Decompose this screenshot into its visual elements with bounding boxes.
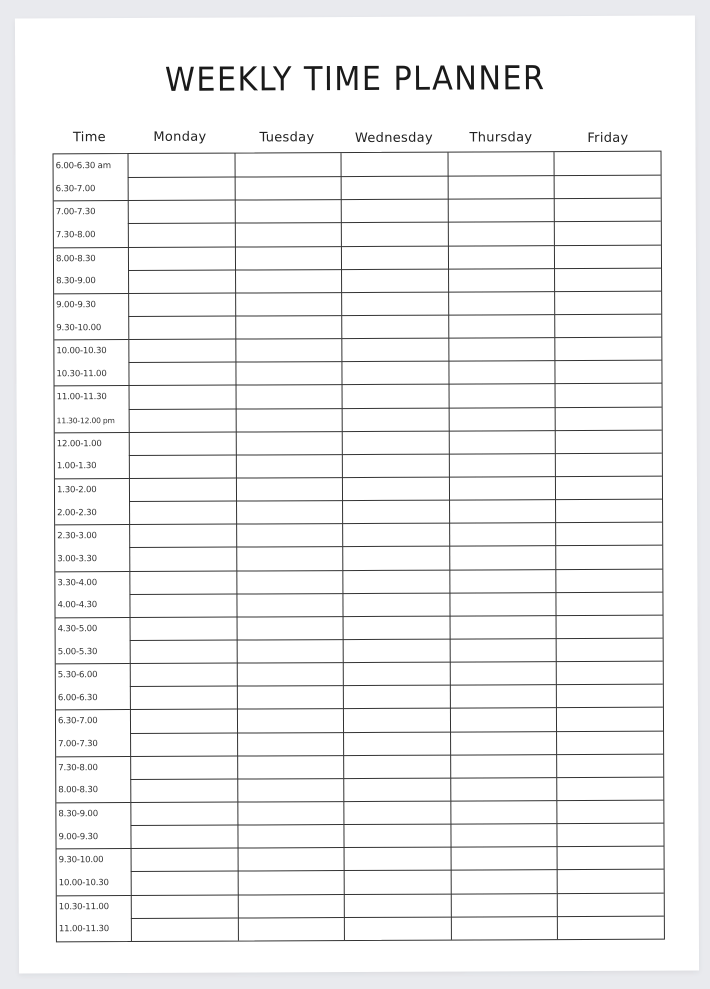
slot-cell-thursday[interactable] [449,453,556,477]
slot-cell-wednesday[interactable] [342,430,449,454]
slot-cell-monday[interactable] [130,709,237,733]
slot-cell-monday[interactable] [129,454,236,478]
slot-cell-monday[interactable] [129,524,236,548]
slot-cell-friday[interactable] [555,452,662,476]
slot-cell-monday[interactable] [129,547,236,571]
slot-cell-tuesday[interactable] [237,755,344,779]
table-row [56,776,663,802]
time-slot-label: 7.00-7.30 [58,739,98,750]
table-row [57,869,664,895]
slot-cell-tuesday[interactable] [234,199,341,223]
table-row [56,753,663,779]
slot-cell-friday[interactable] [555,314,662,338]
table-row [55,476,662,502]
column-header-tuesday: Tuesday [259,130,315,146]
table-row [55,383,662,409]
slot-cell-tuesday[interactable] [235,315,342,339]
slot-cell-friday[interactable] [554,198,661,222]
slot-cell-monday[interactable] [129,385,236,409]
slot-cell-friday[interactable] [555,429,662,453]
table-row [55,545,662,571]
slot-cell-thursday[interactable] [449,476,556,500]
slot-cell-thursday[interactable] [450,823,557,847]
slot-cell-friday[interactable] [555,476,662,500]
slot-cell-monday[interactable] [131,871,238,895]
slot-cell-thursday[interactable] [450,777,557,801]
slot-cell-monday[interactable] [128,246,235,270]
table-row [56,800,663,826]
slot-cell-friday[interactable] [557,869,664,893]
slot-cell-tuesday[interactable] [237,894,344,918]
slot-cell-tuesday[interactable] [236,639,343,663]
slot-cell-friday[interactable] [556,730,663,754]
slot-cell-wednesday[interactable] [341,199,448,223]
slot-cell-tuesday[interactable] [235,269,342,293]
slot-cell-wednesday[interactable] [344,824,451,848]
slot-cell-wednesday[interactable] [341,176,448,200]
planner-page [15,16,699,974]
slot-cell-friday[interactable] [555,360,662,384]
slot-cell-monday[interactable] [129,501,236,525]
slot-cell-friday[interactable] [557,823,664,847]
slot-cell-wednesday[interactable] [341,222,448,246]
column-header-friday: Friday [587,130,629,146]
table-row [54,314,661,340]
slot-cell-monday[interactable] [128,177,235,201]
slot-cell-monday[interactable] [128,269,235,293]
slot-cell-thursday[interactable] [450,800,557,824]
time-slot-label: 3.30-4.00 [55,571,129,594]
slot-cell-monday[interactable] [129,408,236,432]
slot-cell-tuesday[interactable] [235,338,342,362]
slot-cell-tuesday[interactable] [234,222,341,246]
slot-cell-thursday[interactable] [448,407,555,431]
slot-cell-monday[interactable] [128,200,235,224]
slot-cell-wednesday[interactable] [343,685,450,709]
slot-cell-thursday[interactable] [447,175,554,199]
slot-cell-thursday[interactable] [448,384,555,408]
slot-cell-monday[interactable] [130,732,237,756]
slot-cell-wednesday[interactable] [343,708,450,732]
slot-cell-wednesday[interactable] [343,754,450,778]
page-title: WEEKLY TIME PLANNER [164,58,546,99]
time-slot-label: 5.00-5.30 [57,646,98,657]
slot-cell-tuesday[interactable] [237,801,344,825]
slot-cell-friday[interactable] [557,776,664,800]
table-row [57,846,664,872]
table-row [56,614,663,640]
table-row [56,684,663,710]
time-slot-label: 8.30-9.00 [56,276,96,287]
time-slot-label: 6.30-7.00 [55,183,96,195]
slot-cell-thursday[interactable] [450,684,557,708]
slot-cell-friday[interactable] [554,291,661,315]
slot-cell-friday[interactable] [555,522,662,546]
time-slot-label: 9.00-9.30 [54,293,128,316]
slot-cell-tuesday[interactable] [237,824,344,848]
slot-cell-friday[interactable] [556,638,663,662]
slot-cell-friday[interactable] [554,267,661,291]
slot-cell-wednesday[interactable] [343,592,450,616]
slot-cell-monday[interactable] [130,616,237,640]
time-slot-label: 12.00-1.00 [55,432,129,455]
slot-cell-thursday[interactable] [449,499,556,523]
slot-cell-wednesday[interactable] [342,453,449,477]
slot-cell-wednesday[interactable] [342,477,449,501]
slot-cell-wednesday[interactable] [341,291,448,315]
slot-cell-friday[interactable] [556,591,663,615]
slot-cell-monday[interactable] [129,570,236,594]
slot-cell-wednesday[interactable] [341,245,448,269]
slot-cell-thursday[interactable] [449,430,556,454]
slot-cell-thursday[interactable] [448,245,555,269]
time-slot-label: 7.00-7.30 [54,200,128,223]
slot-cell-thursday[interactable] [450,708,557,732]
slot-cell-wednesday[interactable] [343,615,450,639]
table-row [54,152,661,178]
time-slot-label: 9.30-10.00 [57,848,131,871]
slot-cell-friday[interactable] [556,545,663,569]
slot-cell-tuesday[interactable] [234,153,341,177]
slot-cell-tuesday[interactable] [235,361,342,385]
slot-cell-friday[interactable] [557,892,664,916]
slot-cell-friday[interactable] [556,707,663,731]
slot-cell-friday[interactable] [555,383,662,407]
slot-cell-wednesday[interactable] [343,662,450,686]
time-slot-label: 4.30-5.00 [56,617,130,640]
slot-cell-wednesday[interactable] [343,639,450,663]
slot-cell-monday[interactable] [131,894,238,918]
slot-cell-monday[interactable] [129,431,236,455]
table-row [56,707,663,733]
table-row [54,221,661,247]
table-row [55,499,662,525]
slot-cell-thursday[interactable] [447,152,554,176]
time-slot-label: 5.30-6.00 [56,663,130,686]
slot-cell-friday[interactable] [556,684,663,708]
slot-cell-friday[interactable] [556,661,663,685]
slot-cell-wednesday[interactable] [344,847,451,871]
slot-cell-monday[interactable] [130,639,237,663]
slot-cell-thursday[interactable] [448,360,555,384]
time-slot-label: 1.30-2.00 [55,478,129,501]
slot-cell-monday[interactable] [129,593,236,617]
table-row [54,175,661,201]
time-slot-label: 9.30-10.00 [56,322,102,333]
time-slot-label: 11.00-11.30 [55,385,129,408]
slot-cell-wednesday[interactable] [342,361,449,385]
slot-cell-wednesday[interactable] [342,384,449,408]
slot-cell-thursday[interactable] [450,661,557,685]
slot-cell-monday[interactable] [128,292,235,316]
time-slot-label: 11.00-11.30 [58,924,110,935]
slot-cell-friday[interactable] [557,915,664,939]
table-row [55,522,662,548]
table-row [56,823,663,849]
time-slot-label: 1.00-1.30 [56,461,97,472]
slot-cell-monday[interactable] [130,801,237,825]
slot-cell-tuesday[interactable] [236,500,343,524]
slot-cell-monday[interactable] [129,477,236,501]
slot-cell-friday[interactable] [554,152,661,176]
table-row [56,638,663,664]
slot-cell-monday[interactable] [130,755,237,779]
table-row [55,591,662,617]
slot-cell-tuesday[interactable] [235,454,342,478]
table-row [54,291,661,317]
time-slot-label: 8.00-8.30 [54,247,128,270]
slot-cell-wednesday[interactable] [343,569,450,593]
slot-cell-wednesday[interactable] [344,801,451,825]
slot-cell-wednesday[interactable] [343,731,450,755]
slot-cell-wednesday[interactable] [344,870,451,894]
slot-cell-tuesday[interactable] [236,477,343,501]
time-slot-label: 6.00-6.30 [57,692,98,704]
slot-cell-friday[interactable] [554,244,661,268]
slot-cell-wednesday[interactable] [342,407,449,431]
time-slot-label: 3.00-3.30 [57,554,97,565]
table-row [55,406,662,432]
slot-cell-thursday[interactable] [449,522,556,546]
slot-cell-monday[interactable] [131,848,238,872]
slot-cell-tuesday[interactable] [235,246,342,270]
slot-cell-tuesday[interactable] [236,685,343,709]
slot-cell-tuesday[interactable] [237,870,344,894]
slot-cell-wednesday[interactable] [344,893,451,917]
slot-cell-thursday[interactable] [448,291,555,315]
time-slot-label: 7.30-8.00 [55,230,96,241]
slot-cell-thursday[interactable] [447,198,554,222]
slot-cell-thursday[interactable] [449,615,556,639]
slot-cell-tuesday[interactable] [235,408,342,432]
time-slot-label: 2.30-3.00 [55,524,129,547]
slot-cell-monday[interactable] [128,339,235,363]
slot-cell-wednesday[interactable] [344,916,451,940]
slot-cell-thursday[interactable] [448,222,555,246]
time-slot-label: 4.00-4.30 [57,600,98,611]
slot-cell-monday[interactable] [130,663,237,687]
time-slot-label: 10.30-11.00 [57,894,131,917]
slot-cell-monday[interactable] [128,362,235,386]
column-header-monday: Monday [153,129,207,145]
slot-cell-tuesday[interactable] [236,662,343,686]
slot-cell-wednesday[interactable] [342,500,449,524]
slot-cell-monday[interactable] [130,778,237,802]
table-row [54,360,661,386]
slot-cell-tuesday[interactable] [237,917,344,941]
table-row [57,915,664,941]
slot-cell-tuesday[interactable] [236,523,343,547]
slot-cell-tuesday[interactable] [236,546,343,570]
slot-cell-friday[interactable] [554,175,661,199]
slot-cell-friday[interactable] [557,800,664,824]
table-row [56,730,663,756]
slot-cell-thursday[interactable] [451,893,558,917]
table-row [55,568,662,594]
slot-cell-friday[interactable] [556,614,663,638]
slot-cell-tuesday[interactable] [237,708,344,732]
slot-cell-tuesday[interactable] [236,570,343,594]
slot-cell-wednesday[interactable] [341,268,448,292]
slot-cell-thursday[interactable] [448,314,555,338]
slot-cell-wednesday[interactable] [342,338,449,362]
slot-cell-wednesday[interactable] [343,777,450,801]
slot-cell-thursday[interactable] [448,337,555,361]
time-slot-label: 9.00-9.30 [58,831,99,842]
table-row [55,429,662,455]
column-headers [52,128,661,151]
time-slot-label: 10.00-10.30 [54,339,128,362]
time-slot-label: 8.30-9.00 [56,802,130,825]
time-slot-label: 6.00-6.30 am [55,160,111,171]
slot-cell-wednesday[interactable] [341,153,448,177]
slot-cell-thursday[interactable] [449,638,556,662]
slot-cell-tuesday[interactable] [236,593,343,617]
slot-cell-tuesday[interactable] [235,384,342,408]
slot-cell-thursday[interactable] [450,846,557,870]
slot-cell-monday[interactable] [131,917,238,941]
table-row [57,892,664,918]
table-row [55,452,662,478]
time-slot-label: 2.00-2.30 [57,507,97,518]
slot-cell-thursday[interactable] [449,569,556,593]
table-row [56,661,663,687]
time-slot-label: 10.30-11.00 [56,368,107,380]
time-slot-label: 7.30-8.00 [56,756,130,779]
slot-cell-thursday[interactable] [451,916,558,940]
slot-cell-monday[interactable] [128,223,235,247]
slot-cell-monday[interactable] [128,154,235,178]
slot-cell-friday[interactable] [557,753,664,777]
slot-cell-tuesday[interactable] [235,292,342,316]
slot-cell-thursday[interactable] [449,592,556,616]
schedule-grid [53,151,665,942]
slot-cell-friday[interactable] [556,568,663,592]
slot-cell-wednesday[interactable] [342,523,449,547]
slot-cell-monday[interactable] [128,316,235,340]
time-slot-label: 6.30-7.00 [56,709,130,732]
slot-cell-thursday[interactable] [450,869,557,893]
column-header-thursday: Thursday [469,130,533,146]
slot-cell-friday[interactable] [555,337,662,361]
slot-cell-tuesday[interactable] [237,778,344,802]
table-row [54,198,661,224]
slot-cell-monday[interactable] [130,686,237,710]
slot-cell-tuesday[interactable] [236,616,343,640]
slot-cell-thursday[interactable] [450,754,557,778]
slot-cell-wednesday[interactable] [342,546,449,570]
slot-cell-friday[interactable] [555,499,662,523]
slot-cell-friday[interactable] [555,406,662,430]
slot-cell-tuesday[interactable] [235,431,342,455]
time-slot-label: 10.00-10.30 [58,878,109,889]
slot-cell-wednesday[interactable] [341,315,448,339]
table-row [54,267,661,293]
slot-cell-tuesday[interactable] [234,176,341,200]
table-row [54,244,661,270]
time-slot-label: 11.30-12.00 pm [56,415,115,425]
table-row [54,337,661,363]
slot-cell-thursday[interactable] [448,268,555,292]
slot-cell-friday[interactable] [554,221,661,245]
time-slot-label: 8.00-8.30 [58,785,98,796]
slot-cell-thursday[interactable] [450,731,557,755]
slot-cell-tuesday[interactable] [237,847,344,871]
slot-cell-thursday[interactable] [449,546,556,570]
column-header-wednesday: Wednesday [354,130,433,147]
slot-cell-tuesday[interactable] [237,732,344,756]
column-header-time: Time [72,130,106,146]
slot-cell-monday[interactable] [130,825,237,849]
slot-cell-friday[interactable] [557,846,664,870]
